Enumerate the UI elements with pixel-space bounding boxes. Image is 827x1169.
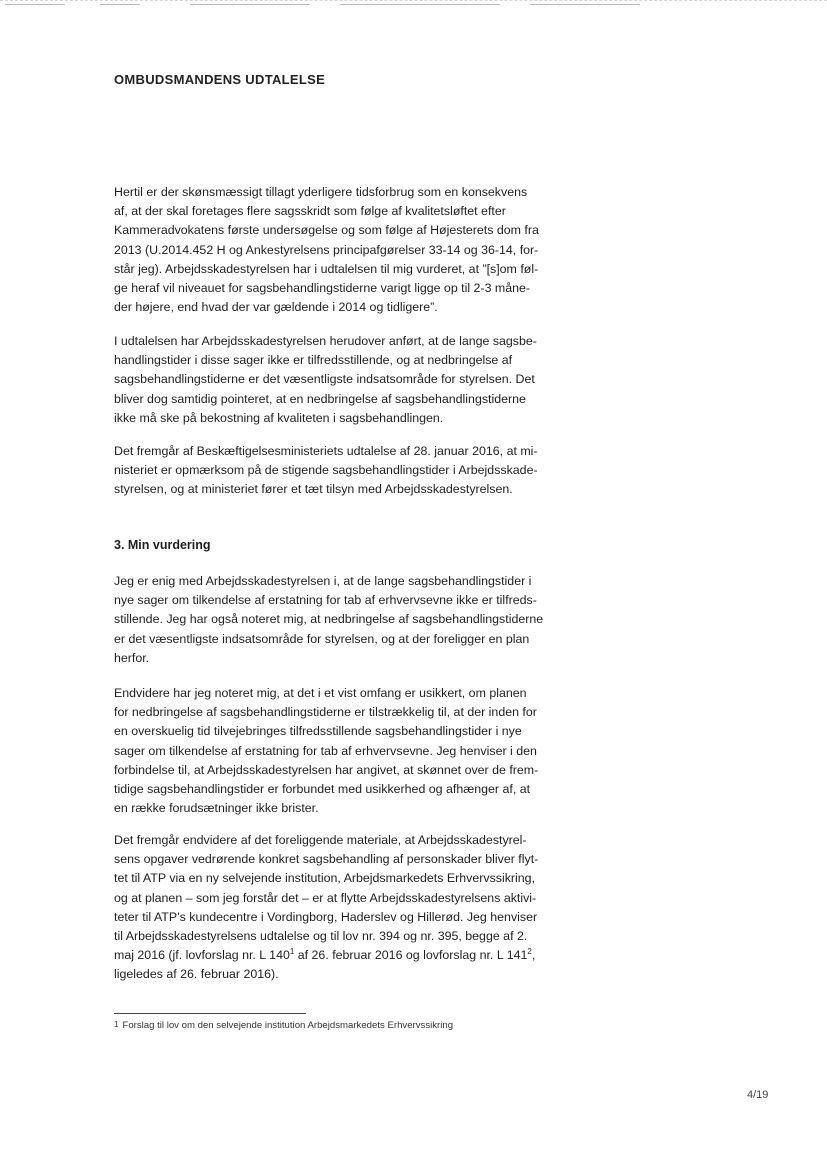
scan-mark [100,4,140,5]
text-line: stillende. Jeg har også noteret mig, at nedbringelse af sagsbehandlingstiderne [114,612,544,627]
text-line: tidige sagsbehandlingstider er forbundet med usikkerhed og afhænger af, at [114,782,531,797]
text-line: nye sager om tilkendelse af erstatning for tab af erhvervsevne ikke er tilfreds- [114,593,537,608]
scan-mark [340,4,500,5]
text-line: tet til ATP via en ny selvejende institution, Arbejdsmarkedets Erhvervssikring, [114,871,536,886]
paragraph-3 [114,442,574,500]
text-run: , [531,948,536,963]
page-number: 4/19 [747,1089,769,1101]
text-line: bliver dog samtidig pointeret, at en nedbringelse af sagsbehandlingstiderne [114,391,526,406]
text-line: en række forudsætninger ikke brister. [114,801,319,816]
footnote-number: 1 [114,1020,119,1029]
text-line: handlingstider i disse sager ikke er tilfredsstillende, og at nedbringelse af [114,353,513,368]
footnote [114,1020,453,1031]
document-header: OMBUDSMANDENS UDTALELSE [114,72,326,87]
text-line: nisteriet er opmærksom på de stigende sagsbehandlingstider i Arbejdsskade- [114,463,538,478]
text-line: af, at der skal foretages flere sagsskridt som følge af kvalitetsløftet efter [114,204,506,219]
text-line [114,946,574,965]
text-run: af 26. februar 2016 og lovforslag nr. L 141 [294,948,528,963]
text-run: maj 2016 (jf. lovforslag nr. L 140 [114,948,290,963]
section-heading: 3. Min vurdering [114,538,211,552]
text-line: Det fremgår endvidere af det foreliggende materiale, at Arbejdsskadestyrel- [114,833,527,847]
text-line: sagsbehandlingstiderne er det væsentligste indsatsområde for styrelsen. Det [114,372,535,387]
paragraph-6 [114,831,574,985]
text-line: sens opgaver vedrørende konkret sagsbehandling af personskader bliver flyt- [114,852,539,867]
paragraph-4 [114,572,574,668]
text-line: ligeledes af 26. februar 2016). [114,967,279,982]
text-line: herfor. [114,650,150,665]
scan-mark [530,4,640,5]
text-line: Hertil er der skønsmæssigt tillagt yderligere tidsforbrug som en konsekvens [114,185,528,199]
footnote-ref: 1 [289,947,295,957]
text-line: en overskuelig tid tilvejebringes tilfredsstillende sagsbehandlingstider i nye [114,724,522,739]
text-line: er det væsentligste indsatsområde for styrelsen, og at der foreligger en plan [114,631,530,646]
footnote-divider [114,1013,306,1014]
text-line: I udtalelsen har Arbejdsskadestyrelsen herudover anført, at de lange sagsbe- [114,334,537,348]
text-line: der højere, end hvad der var gældende i 2014 og tidligere”. [114,300,438,315]
scan-edge-artifact [0,0,827,13]
text-line: Endvidere har jeg noteret mig, at det i et vist omfang er usikkert, om planen [114,686,527,700]
text-line: Jeg er enig med Arbejdsskadestyrelsen i, at de lange sagsbehandlingstider i [114,574,532,588]
paragraph-2 [114,332,574,428]
text-line: for nedbringelse af sagsbehandlingstiderne er tilstrækkelig til, at der inden for [114,705,537,720]
text-line: Kammeradvokatens første undersøgelse og som følge af Højesterets dom fra [114,223,539,238]
text-line: sager om tilkendelse af erstatning for tab af erhvervsevne. Jeg henviser i den [114,743,537,758]
text-line: ge heraf vil niveauet for sagsbehandlingstiderne varigt ligge op til 2-3 måne- [114,281,531,296]
text-line: 2013 (U.2014.452 H og Ankestyrelsens principafgørelser 33-14 og 36-14, for- [114,242,539,257]
text-line: til Arbejdsskadestyrelsens udtalelse og til lov nr. 394 og nr. 395, begge af 2. [114,929,528,944]
paragraph-5 [114,684,574,818]
footnote-text: Forslag til lov om den selvejende institution Arbejdsmarkedets Erhvervssikring [122,1020,454,1031]
footnote-ref: 2 [527,947,532,957]
text-line: styrelsen, og at ministeriet fører et tæt tilsyn med Arbejdsskadestyrelsen. [114,482,513,497]
text-line: ikke må ske på bekostning af kvaliteten i sagsbehandlingen. [114,410,444,425]
text-line: teter til ATP’s kundecentre i Vordingborg, Haderslev og Hillerød. Jeg henviser [114,909,538,924]
paragraph-1 [114,183,574,317]
text-line: forbindelse til, at Arbejdsskadestyrelsen har angivet, at skønnet over de frem- [114,762,539,777]
text-line: står jeg). Arbejdsskadestyrelsen har i udtalelsen til mig vurderet, at ”[s]om føl- [114,261,539,276]
text-line: Det fremgår af Beskæftigelsesministeriets udtalelse af 28. januar 2016, at mi- [114,444,538,458]
scan-mark [5,4,65,5]
text-line: og at planen – som jeg forstår det – er at flytte Arbejdsskadestyrelsens aktivi- [114,890,537,905]
scan-mark [190,4,310,5]
